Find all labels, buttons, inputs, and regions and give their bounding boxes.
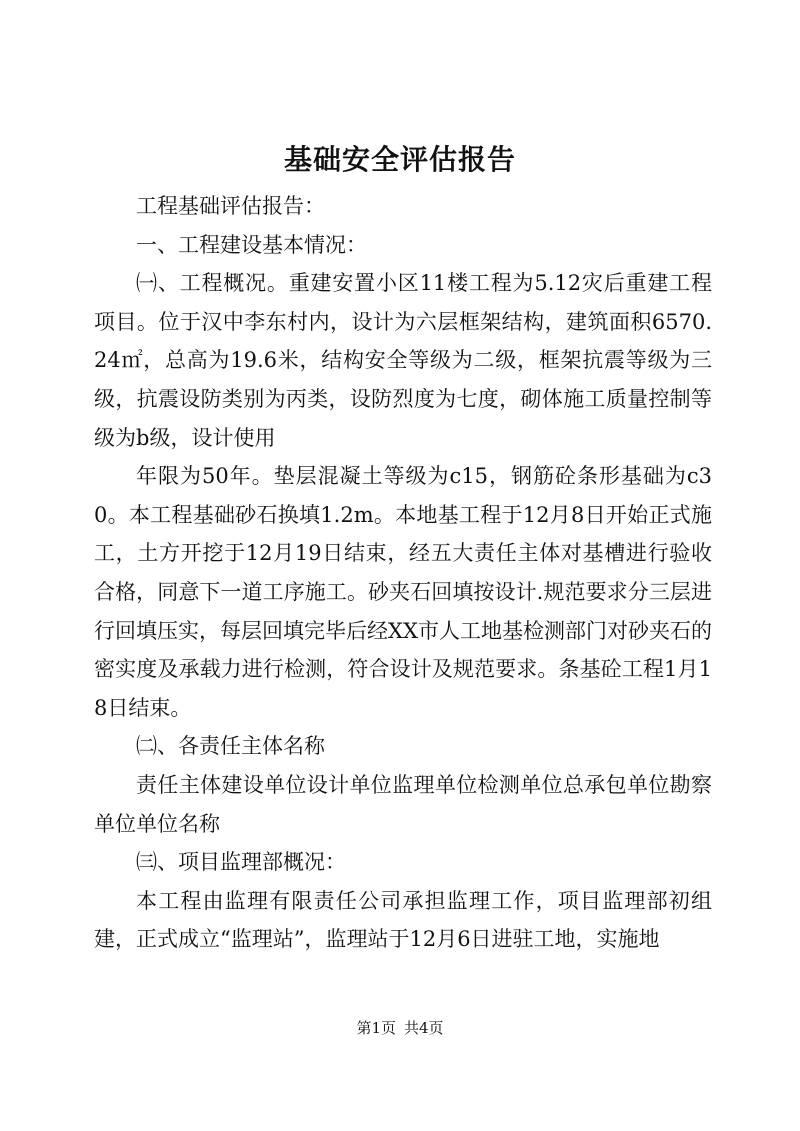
page-number: 第1页: [356, 1019, 396, 1037]
document-title: 基础安全评估报告: [283, 143, 516, 176]
paragraph-supervision-details: 本工程由监理有限责任公司承担监理工作，项目监理部初组建，正式成立“监理站”，监理站于12月6日进驻工地，实施地: [94, 888, 712, 952]
paragraph-supervision-heading: ㈢、项目监理部概况：: [136, 850, 346, 875]
document-body: [94, 187, 712, 959]
paragraph-responsible-parties-heading: ㈡、各责任主体名称: [136, 734, 325, 759]
paragraph-responsible-parties: 责任主体建设单位设计单位监理单位检测单位总承包单位勘察单位单位名称: [94, 772, 712, 836]
page-footer: [0, 1018, 800, 1038]
page-total: 共4页: [404, 1019, 444, 1037]
paragraph-section-heading-1: 一、工程建设基本情况：: [136, 232, 367, 257]
paragraph-foundation-details: 年限为50年。垫层混凝土等级为c15，钢筋砼条形基础为c30。本工程基础砂石换填1.2m。本地基工程于12月8日开始正式施工，土方开挖于12月19日结束，经五大责任主体对基槽进行验收合格，同意下一道工序施工。砂夹石回填按设计.规范要求分三层进行回填压实，每层回填完毕后经XX市人工地基检测部门对砂夹石的密实度及承载力进行检测，符合设计及规范要求。条基砼工程1月18日结束。: [94, 464, 712, 720]
paragraph-project-overview: ㈠、工程概况。重建安置小区11楼工程为5.12灾后重建工程项目。位于汉中李东村内，设计为六层框架结构，建筑面积6570.24㎡，总高为19.6米，结构安全等级为二级，框架抗震等级为三级，抗震设防类别为丙类，设防烈度为七度，砌体施工质量控制等级为b级，设计使用: [94, 271, 712, 450]
paragraph-report-intro: 工程基础评估报告：: [136, 194, 325, 218]
